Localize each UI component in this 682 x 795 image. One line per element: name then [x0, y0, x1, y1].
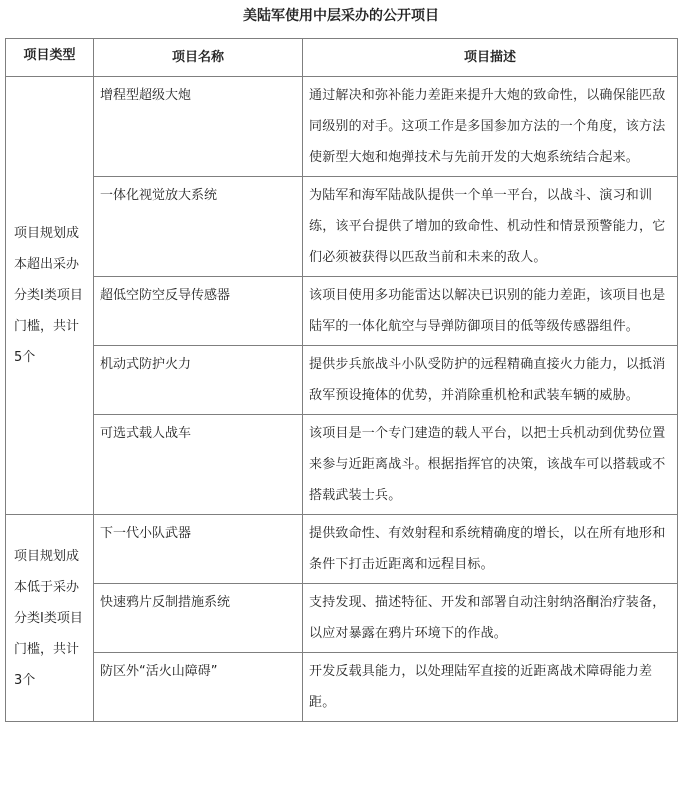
table-row: [6, 653, 678, 722]
project-name: 防区外“活火山障碍”: [94, 653, 303, 722]
project-name: 增程型超级大炮: [94, 77, 303, 177]
table-row: [6, 277, 678, 346]
project-name: 一体化视觉放大系统: [94, 177, 303, 277]
table-row: [6, 515, 678, 584]
table-row: [6, 415, 678, 515]
project-name: 机动式防护火力: [94, 346, 303, 415]
projects-table: [5, 38, 678, 722]
project-name: 超低空防空反导传感器: [94, 277, 303, 346]
header-project-type: 项目类型: [6, 39, 94, 77]
category-cell: 项目规划成本低于采办分类Ⅰ类项目门槛，共计3个: [6, 515, 94, 722]
project-description: 通过解决和弥补能力差距来提升大炮的致命性，以确保能匹敌同级别的对手。这项工作是多国参加方法的一个角度，该方法使新型大炮和炮弹技术与先前开发的大炮系统结合起来。: [303, 77, 678, 177]
project-description: 为陆军和海军陆战队提供一个单一平台，以战斗、演习和训练，该平台提供了增加的致命性、机动性和情景预警能力，它们必须被获得以匹敌当前和未来的敌人。: [303, 177, 678, 277]
table-row: [6, 77, 678, 177]
header-project-description: 项目描述: [303, 39, 678, 77]
document-title: 美陆军使用中层采办的公开项目: [243, 8, 439, 24]
project-description: 该项目是一个专门建造的载人平台，以把士兵机动到优势位置来参与近距离战斗。根据指挥官的决策，该战车可以搭载或不搭载武装士兵。: [303, 415, 678, 515]
table-row: [6, 346, 678, 415]
table-row: [6, 177, 678, 277]
project-description: 该项目使用多功能雷达以解决已识别的能力差距，该项目也是陆军的一体化航空与导弹防御项目的低等级传感器组件。: [303, 277, 678, 346]
project-name: 快速鸦片反制措施系统: [94, 584, 303, 653]
project-name: 可选式载人战车: [94, 415, 303, 515]
category-cell: 项目规划成本超出采办分类Ⅰ类项目门槛，共计5个: [6, 77, 94, 515]
project-description: 开发反载具能力，以处理陆军直接的近距离战术障碍能力差距。: [303, 653, 678, 722]
project-description: 提供步兵旅战斗小队受防护的远程精确直接火力能力，以抵消敌军预设掩体的优势，并消除重机枪和武装车辆的威胁。: [303, 346, 678, 415]
project-description: 提供致命性、有效射程和系统精确度的增长，以在所有地形和条件下打击近距离和远程目标。: [303, 515, 678, 584]
header-row: [6, 39, 678, 77]
header-project-name: 项目名称: [94, 39, 303, 77]
project-description: 支持发现、描述特征、开发和部署自动注射纳洛酮治疗装备，以应对暴露在鸦片环境下的作战。: [303, 584, 678, 653]
project-name: 下一代小队武器: [94, 515, 303, 584]
table-row: [6, 584, 678, 653]
